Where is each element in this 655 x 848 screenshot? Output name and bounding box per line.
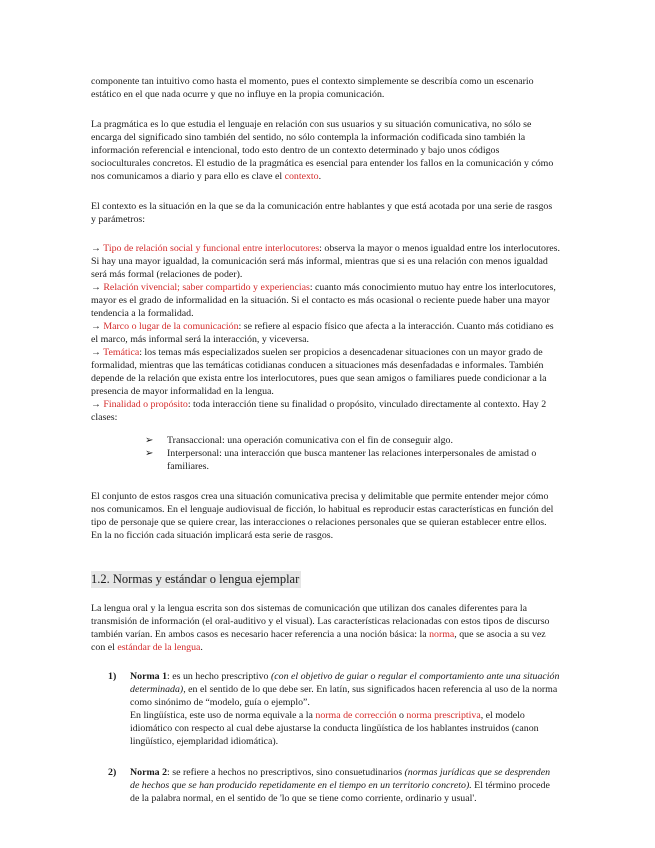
norm-1-definition (130, 670, 560, 709)
norm-2-row (108, 766, 560, 805)
purpose-class-text: Transaccional: una operación comunicativa con el fin de conseguir algo. (167, 435, 453, 446)
norm-lead: : es un hecho prescriptivo (167, 671, 271, 682)
lengua-text: La lengua oral y la lengua escrita son dos sistemas de comunicación que utilizan dos canales diferentes para la transmisión de información (el oral-auditivo y el visual). Las características relacionadas con estos tipos de discurso también varían. En ambos casos es necesario hacer referencia a una noción básica: la (91, 603, 550, 640)
norm-text: En lingüística, este uso de norma equivale a la (130, 710, 316, 721)
purpose-class-transaccional (145, 434, 565, 447)
norm-text: , el modelo idiomático con respecto al cual debe ajustarse la conducta lingüística de los hablantes instruidos (canon lingüístico, ejemplaridad idiomática). (130, 710, 539, 747)
context-features-list (91, 242, 561, 424)
norm-number: 2) (108, 767, 117, 778)
norm-1-linguistics (130, 709, 560, 748)
feature-item-relation-social (91, 242, 561, 281)
link-estandar: estándar de la lengua (117, 642, 201, 653)
bullet-arrow-icon: ➢ (145, 448, 154, 459)
norm-text: El término procede de la palabra normal, en el sentido de 'lo que se tiene como corriente, ordinario y usual'. (130, 780, 550, 804)
paragraph-context-definition: El contexto es la situación en la que se da la comunicación entre hablantes y que está acotada por una serie de rasgos y parámetros: (91, 201, 553, 225)
feature-text: : se refiere al espacio físico que afecta a la interacción. Cuanto más cotidiano es el marco, más informal será la interacción, y viceversa. (91, 321, 554, 345)
section-heading-normas: 1.2. Normas y estándar o lengua ejemplar (91, 572, 300, 586)
feature-item-marco (91, 320, 561, 346)
feature-label: Temática (103, 347, 140, 358)
feature-label: Finalidad o propósito (103, 399, 188, 410)
paragraph-context-intro: componente tan intuitivo como hasta el momento, pues el contexto simplemente se describía como un escenario estático en el que nada ocurre y que no influye en la propia comunicación. (91, 76, 534, 100)
feature-text: : cuanto más conocimiento mutuo hay entre los interlocutores, mayor es el grado de informalidad en la situación. Si el contacto es más ocasional o reciente puede haber una mayor tendencia a la formalidad. (91, 282, 556, 319)
arrow-icon: → (91, 321, 101, 332)
norm-text: , en el sentido de lo que debe ser. En latín, sus significados hacen referencia al uso de la norma como sinónimo de “modelo, guía o ejemplo”. (130, 684, 558, 708)
purpose-classes-list (145, 434, 565, 473)
link-norma-correccion: norma de corrección (315, 710, 397, 721)
feature-item-relation-vivencial (91, 281, 561, 320)
pragmatics-text: La pragmática es lo que estudia el lenguaje en relación con sus usuarios y su situación comunicativa, no sólo se encarga del significado sino también del sentido, no sólo contempla la información codificada sino también la información referencial e intencional, todo esto dentro de un contexto determinado y bajo unos códigos socioculturales concretos. El estudio de la pragmática es esencial para entender los fallos en la comunicación y cómo nos comunicamos a diario y para ello es clave el (91, 119, 554, 182)
norm-lead: : se refiere a hechos no prescriptivos, sino consuetudinarios (167, 767, 405, 778)
feature-label: Marco o lugar de la comunicación (103, 321, 239, 332)
link-norma: norma (429, 629, 455, 640)
norm-text: o (396, 710, 407, 721)
norm-item-1 (108, 670, 560, 748)
paragraph-features-summary: El conjunto de estos rasgos crea una situación comunicativa precisa y delimitable que permite entender mejor cómo nos comunicamos. En el lenguaje audiovisual de ficción, lo habitual es reproducir estas características en función del tipo de personaje que se quiere crear, las interacciones o relaciones personales que se quieran establecer entre ellos. En la no ficción cada situación implicará esta serie de rasgos. (91, 491, 554, 541)
norm-number: 1) (108, 671, 117, 682)
link-norma-prescriptiva: norma prescriptiva (406, 710, 481, 721)
link-contexto: contexto (284, 171, 319, 182)
paragraph-pragmatics (91, 118, 559, 183)
norm-title: Norma 2 (130, 767, 168, 778)
arrow-icon: → (91, 347, 101, 358)
norm-title: Norma 1 (130, 671, 168, 682)
arrow-icon: → (91, 399, 101, 410)
feature-label: Relación vivencial; saber compartido y experiencias (103, 282, 310, 293)
pragmatics-end: . (318, 171, 322, 182)
feature-text: : los temas más especializados suelen ser propicios a desencadenar situaciones con un mayor grado de formalidad, mientras que las temáticas cotidianas conducen a situaciones más desenfadadas e informales. También depende de la relación que exista entre los interlocutores, pues que sean amigos o familiares puede condicionar a la presencia de mayor informalidad en la lengua. (91, 347, 547, 397)
feature-item-tematica (91, 346, 561, 398)
lengua-end: . (200, 642, 203, 653)
paragraph-lengua-oral-escrita (91, 602, 559, 654)
feature-text: : toda interacción tiene su finalidad o propósito, vinculado directamente al contexto. Hay 2 clases: (91, 399, 547, 423)
purpose-class-interpersonal (145, 447, 565, 473)
norm-italic: (normas jurídicas que se desprenden de hechos que se han producido repetidamente en el tiempo en un territorio concreto). (130, 767, 551, 791)
arrow-icon: → (91, 282, 101, 293)
feature-item-finalidad (91, 398, 561, 424)
arrow-icon: → (91, 243, 101, 254)
norm-italic: (con el objetivo de guiar o regular el comportamiento ante una situación determinada) (130, 671, 560, 695)
bullet-arrow-icon: ➢ (145, 435, 154, 446)
feature-text: : observa la mayor o menos igualdad entre los interlocutores. Si hay una mayor igualdad, la comunicación será más informal, mientras que si es una relación con menos igualdad será más formal (relaciones de poder). (91, 243, 560, 280)
lengua-mid: , que se asocia a su vez con el (91, 629, 546, 653)
norm-2-definition (130, 766, 560, 805)
purpose-class-text: Interpersonal: una interacción que busca mantener las relaciones interpersonales de amistad o familiares. (167, 448, 537, 472)
feature-label: Tipo de relación social y funcional entre interlocutores (103, 243, 320, 254)
norm-item-2 (108, 766, 560, 805)
norm-1-row (108, 670, 560, 748)
